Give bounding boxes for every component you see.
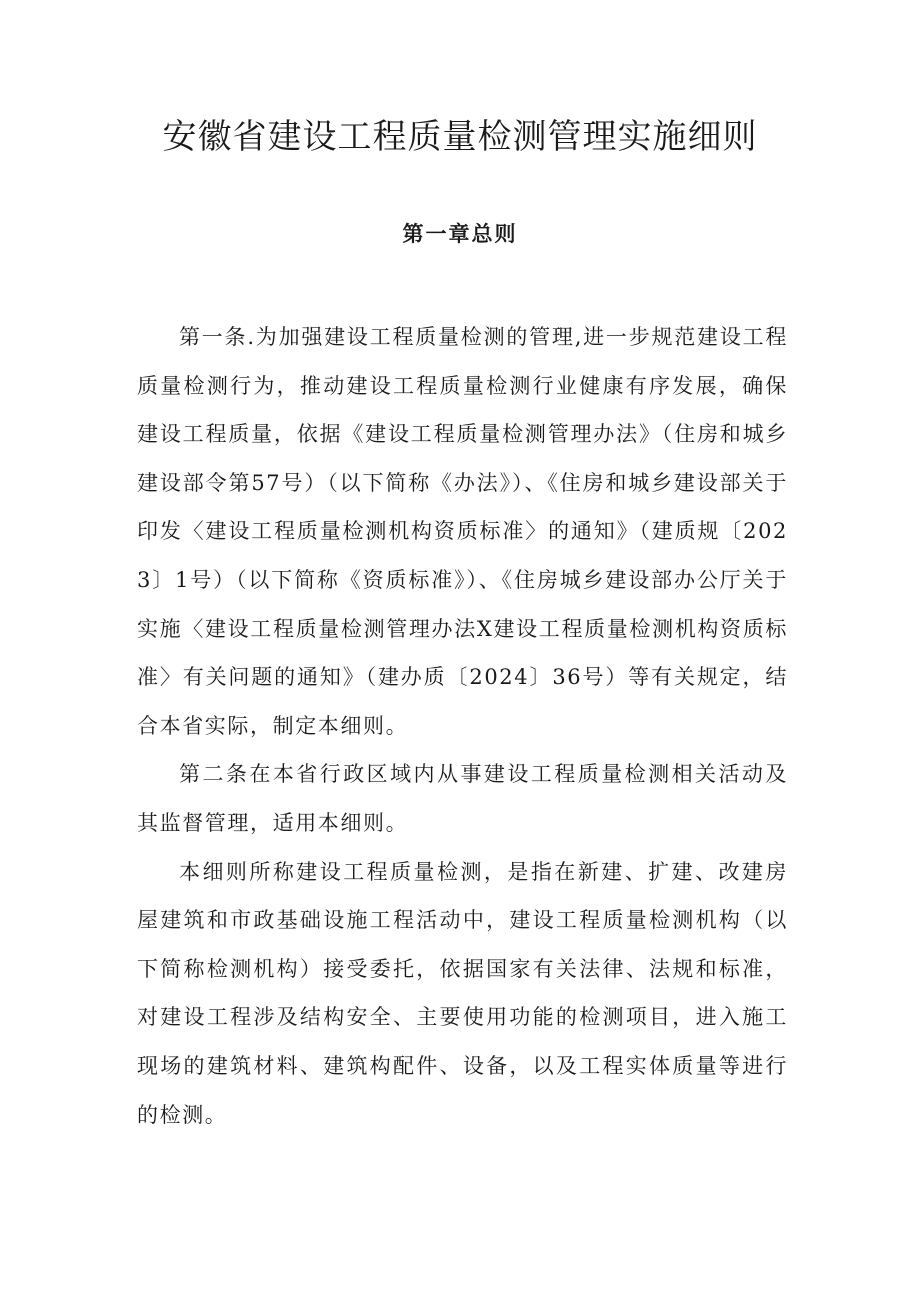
- chapter-heading: 第一章总则: [402, 221, 518, 246]
- document-title: 安徽省建设工程质量检测管理实施细则: [162, 117, 758, 157]
- article-1-paragraph: 第一条.为加强建设工程质量检测的管理,进一步规范建设工程质量检测行为，推动建设工程质量检测行业健康有序发展，确保建设工程质量，依据《建设工程质量检测管理办法》（住房和城乡建设部令第57号）（以下简称《办法》）、《住房和城乡建设部关于印发〈建设工程质量检测机构资质标准〉的通知》（建质规〔2023〕1号）（以下简称《资质标准》）、《住房城乡建设部办公厅关于实施〈建设工程质量检测管理办法X建设工程质量检测机构资质标准〉有关问题的通知》（建办质〔2024〕36号）等有关规定，结合本省实际，制定本细则。: [137, 325, 788, 738]
- article-2-paragraph: 第二条在本省行政区域内从事建设工程质量检测相关活动及其监督管理，适用本细则。: [137, 762, 788, 835]
- document-body: [137, 313, 788, 1139]
- definition-paragraph: 本细则所称建设工程质量检测，是指在新建、扩建、改建房屋建筑和市政基础设施工程活动中，建设工程质量检测机构（以下简称检测机构）接受委托，依据国家有关法律、法规和标准，对建设工程涉及结构安全、主要使用功能的检测项目，进入施工现场的建筑材料、建筑构配件、设备，以及工程实体质量等进行的检测。: [137, 859, 788, 1127]
